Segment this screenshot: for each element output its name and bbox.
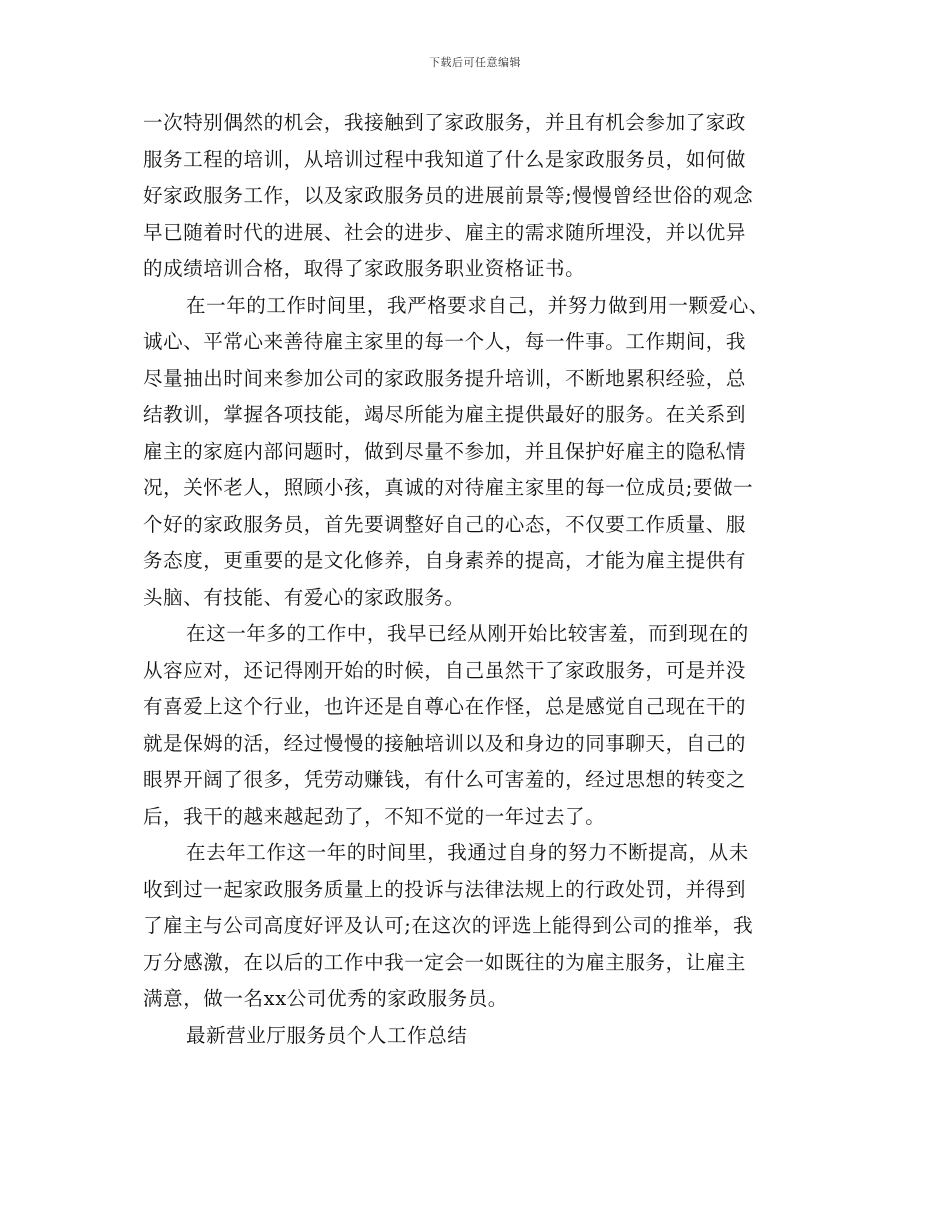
page-header: 下载后可任意编辑 — [429, 56, 521, 69]
text-line: 一次特别偶然的机会，我接触到了家政服务，并且有机会参加了家政 — [143, 111, 747, 134]
text-line: 结教训，掌握各项技能，竭尽所能为雇主提供最好的服务。在关系到 — [143, 403, 747, 426]
text-line: 的成绩培训合格，取得了家政服务职业资格证书。 — [143, 257, 586, 280]
paragraph — [143, 616, 808, 835]
text-line: 有喜爱上这个行业，也许还是自尊心在作怪，总是感觉自己现在干的 — [143, 695, 747, 718]
text-line: 满意，做一名xx公司优秀的家政服务员。 — [143, 987, 508, 1010]
text-line: 万分感激，在以后的工作中我一定会一如既往的为雇主服务，让雇主 — [143, 950, 747, 974]
text-line: 后，我干的越来越起劲了，不知不觉的一年过去了。 — [143, 804, 606, 828]
text-line: 服务工程的培训，从培训过程中我知道了什么是家政服务员，如何做 — [143, 147, 747, 171]
paragraph — [143, 105, 808, 288]
text-line: 头脑、有技能、有爱心的家政服务。 — [143, 585, 465, 609]
text-line: 在一年的工作时间里，我严格要求自己，并努力做到用一颗爱心、 — [186, 293, 769, 317]
text-line: 务态度，更重要的是文化修养，自身素养的提高，才能为雇主提供有 — [143, 549, 747, 572]
text-line: 收到过一起家政服务质量上的投诉与法律法规上的行政处罚，并得到 — [143, 877, 747, 901]
text-line: 了雇主与公司高度好评及认可;在这次的评选上能得到公司的推举，我 — [143, 914, 754, 937]
text-line: 早已随着时代的进展、社会的进步、雇主的需求随所埋没，并以优异 — [143, 220, 747, 244]
text-line: 尽量抽出时间来参加公司的家政服务提升培训，不断地累积经验，总 — [143, 366, 747, 390]
text-line: 在这一年多的工作中，我早已经从刚开始比较害羞，而到现在的 — [186, 622, 749, 645]
paragraph — [143, 288, 808, 617]
text-line: 诚心、平常心来善待雇主家里的每一个人，每一件事。工作期间，我 — [143, 330, 747, 353]
text-line: 雇主的家庭内部问题时，做到尽量不参加，并且保护好雇主的隐私情 — [143, 439, 747, 463]
document-body — [143, 105, 808, 1054]
paragraph — [143, 835, 808, 1018]
text-line: 个好的家政服务员，首先要调整好自己的心态，不仅要工作质量、服 — [143, 512, 747, 536]
text-line: 况，关怀老人，照顾小孩，真诚的对待雇主家里的每一位成员;要做一 — [143, 476, 754, 499]
text-line: 从容应对，还记得刚开始的时候，自己虽然干了家政服务，可是并没 — [143, 658, 747, 682]
text-line: 最新营业厅服务员个人工作总结 — [186, 1023, 468, 1047]
text-line: 就是保姆的活，经过慢慢的接触培训以及和身边的同事聊天，自己的 — [143, 731, 747, 755]
text-line: 眼界开阔了很多，凭劳动赚钱，有什么可害羞的，经过思想的转变之 — [143, 768, 747, 791]
text-line: 好家政服务工作，以及家政服务员的进展前景等;慢慢曾经世俗的观念 — [143, 184, 754, 207]
section-title — [143, 1018, 808, 1055]
text-line: 在去年工作这一年的时间里，我通过自身的努力不断提高，从未 — [186, 841, 749, 864]
